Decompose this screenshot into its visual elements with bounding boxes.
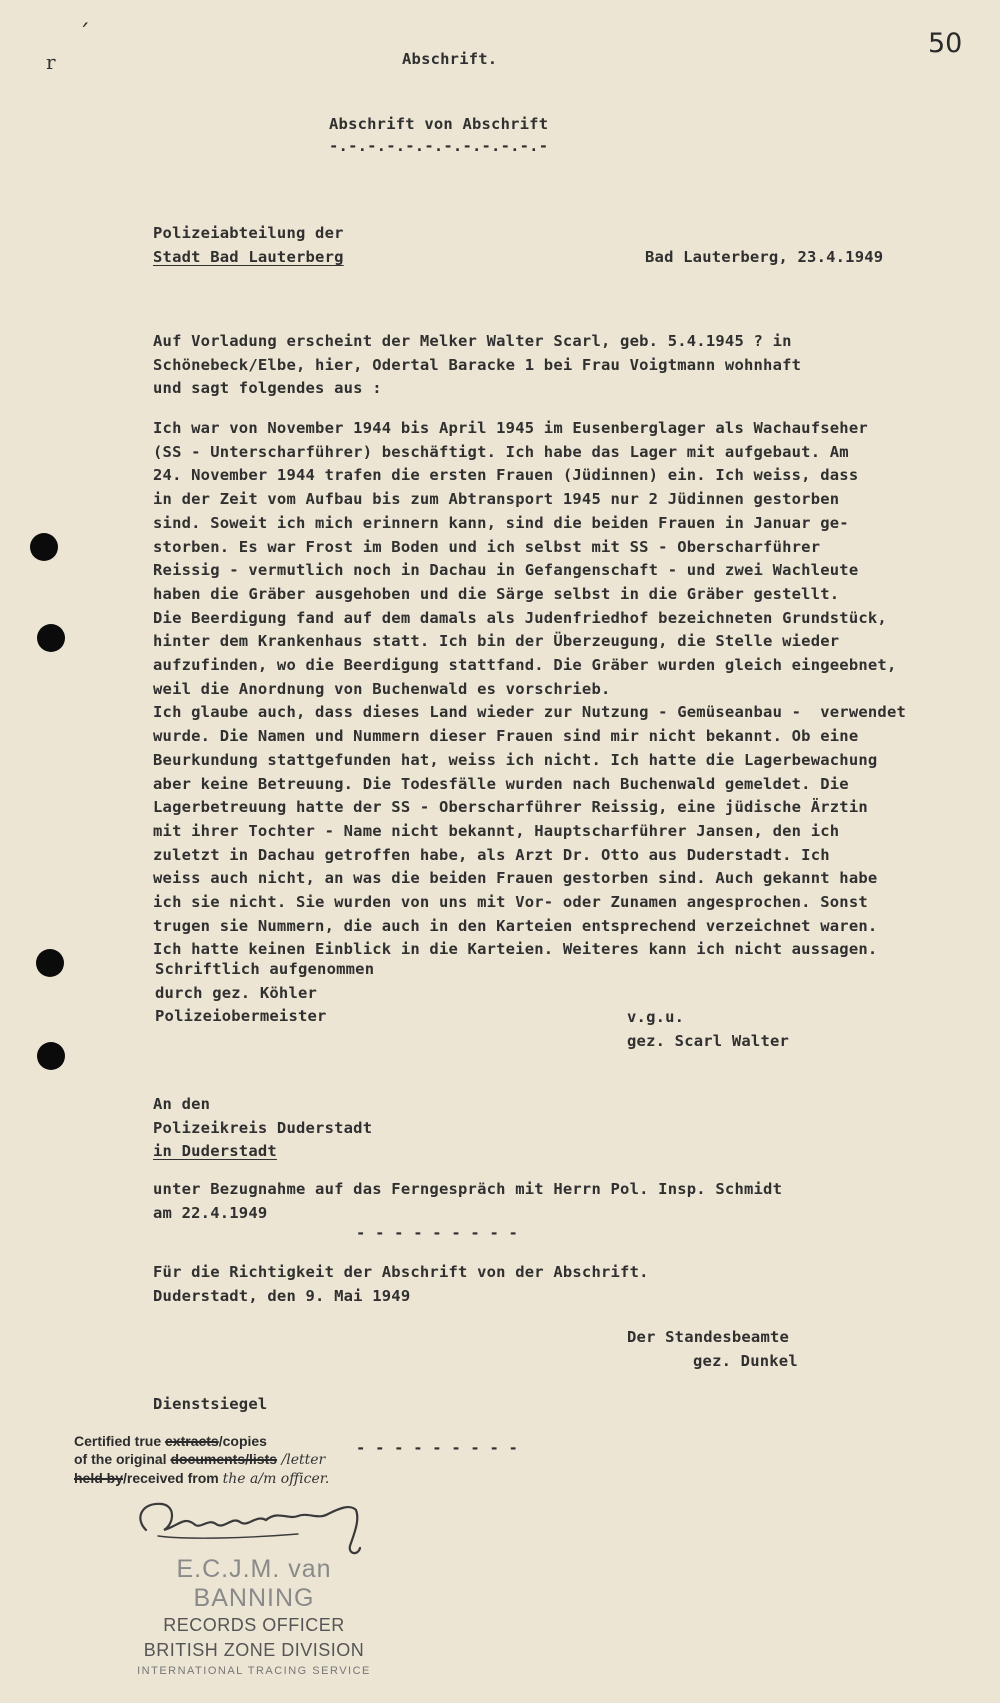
statement-block [153,417,906,962]
statement-line: aufzufinden, wo die Beerdigung stattfand. Die Gräber wurden gleich eingeebnet, [153,656,897,675]
statement-line: hinter dem Krankenhaus statt. Ich bin der Überzeugung, die Stelle wieder [153,632,840,651]
header-subtitle: Abschrift von Abschrift [329,115,549,133]
seal-label: Dienstsiegel [153,1395,268,1413]
statement-line: (SS - Unterscharführer) beschäftigt. Ich habe das Lager mit aufgebaut. Am [153,442,849,461]
registrar-line: gez. Dunkel [693,1351,798,1370]
officer-division: BRITISH ZONE DIVISION [143,1640,365,1660]
statement-line: in der Zeit vom Aufbau bis zum Abtransport 1945 nur 2 Jüdinnen gestorben [153,490,840,509]
certification-block [153,1261,649,1308]
officer-service: INTERNATIONAL TRACING SERVICE [137,1665,371,1677]
dash-divider: - - - - - - - - - [356,1224,519,1242]
statement-line: storben. Es war Frost im Boden und ich selbst mit SS - Oberscharführer [153,537,821,556]
reference-block [153,1178,782,1225]
corner-mark: ˊ [78,20,90,48]
recipient-block [153,1093,372,1164]
statement-line: Reissig - vermutlich noch in Dachau in Gefangenschaft - und zwei Wachleute [153,561,859,580]
officer-title: RECORDS OFFICER [163,1615,345,1635]
intro-line: Auf Vorladung erscheint der Melker Walter Scarl, geb. 5.4.1945 ? in [153,332,792,350]
recorded-by-line: Polizeiobermeister [155,1007,327,1026]
statement-line: wurde. Die Namen und Nummern dieser Frauen sind mir nicht bekannt. Ob eine [153,727,859,746]
reference-line: unter Bezugnahme auf das Ferngespräch mit Herrn Pol. Insp. Schmidt [153,1180,783,1198]
signature-block [627,1006,789,1053]
statement-line: aber keine Betreuung. Die Todesfälle wurden nach Buchenwald gemeldet. Die [153,774,849,793]
intro-line: und sagt folgendes aus : [153,379,382,398]
statement-line: haben die Gräber ausgehoben und die Särge selbst in die Gräber gestellt. [153,584,840,603]
certified-stamp: Certified true extracts/copies of the original documents/lists /letter held by/received from the a/m officer. [74,1433,330,1487]
corner-mark: r [46,50,56,74]
statement-line: Ich hatte keinen Einblick in die Karteien. Weiteres kann ich nicht aussagen. [153,940,878,959]
statement-line: Ich war von November 1944 bis April 1945 im Eusenberglager als Wachaufseher [153,419,868,437]
punch-hole [30,533,58,561]
reference-line: am 22.4.1949 [153,1203,268,1222]
statement-line: weiss auch nicht, an was die beiden Frauen gestorben sind. Auch gekannt habe [153,869,878,888]
statement-line: Ich glaube auch, dass dieses Land wieder zur Nutzung - Gemüseanbau - verwendet [153,703,907,722]
statement-line: mit ihrer Tochter - Name nicht bekannt, Hauptscharführer Jansen, den ich [153,821,840,840]
statement-line: zuletzt in Dachau getroffen habe, als Arzt Dr. Otto aus Duderstadt. Ich [153,845,830,864]
statement-line: weil die Anordnung von Buchenwald es vorschrieb. [153,679,611,698]
handwritten-signature [128,1490,388,1560]
certification-line: Für die Richtigkeit der Abschrift von der Abschrift. [153,1263,649,1281]
statement-line: ich sie nicht. Sie wurden von uns mit Vor- oder Zunamen angesprochen. Sonst [153,893,868,912]
signature-line: gez. Scarl Walter [627,1031,790,1050]
recorded-by-line: durch gez. Köhler [155,983,318,1002]
place-date: Bad Lauterberg, 23.4.1949 [645,248,884,266]
officer-stamp [124,1555,384,1677]
statement-line: Beurkundung stattgefunden hat, weiss ich nicht. Ich hatte die Lagerbewachung [153,750,878,769]
registrar-block [627,1326,798,1373]
recorded-by-block [155,958,374,1029]
dash-divider: - - - - - - - - - [356,1439,519,1457]
statement-line: sind. Soweit ich mich erinnern kann, sind die beiden Frauen in Januar ge- [153,513,849,532]
recipient-line: An den [153,1095,211,1113]
punch-hole [37,624,65,652]
statement-line: 24. November 1944 trafen die ersten Frauen (Jüdinnen) ein. Ich weiss, dass [153,466,859,485]
officer-name: E.C.J.M. van BANNING [176,1555,332,1612]
sender-line1: Polizeiabteilung der [153,224,344,242]
punch-hole [36,949,64,977]
page-number: 50 [928,28,963,59]
intro-block [153,330,801,401]
recorded-by-line: Schriftlich aufgenommen [155,960,375,978]
intro-line: Schönebeck/Elbe, hier, Odertal Baracke 1 bei Frau Voigtmann wohnhaft [153,355,802,374]
recipient-line: Polizeikreis Duderstadt [153,1118,373,1137]
statement-line: trugen sie Nummern, die auch in den Karteien entsprechend verzeichnet waren. [153,916,878,935]
signature-line: v.g.u. [627,1008,685,1026]
recipient-line: in Duderstadt [153,1142,277,1161]
certification-line: Duderstadt, den 9. Mai 1949 [153,1286,411,1305]
header-rule: -.-.-.-.-.-.-.-.-.-.-.- [329,137,549,155]
punch-hole [37,1042,65,1070]
statement-line: Die Beerdigung fand auf dem damals als Judenfriedhof bezeichneten Grundstück, [153,608,887,627]
registrar-line: Der Standesbeamte [627,1328,790,1346]
header-abschrift: Abschrift. [402,50,498,68]
sender-line2: Stadt Bad Lauterberg [153,248,344,266]
statement-line: Lagerbetreuung hatte der SS - Oberscharführer Reissig, eine jüdische Ärztin [153,798,868,817]
